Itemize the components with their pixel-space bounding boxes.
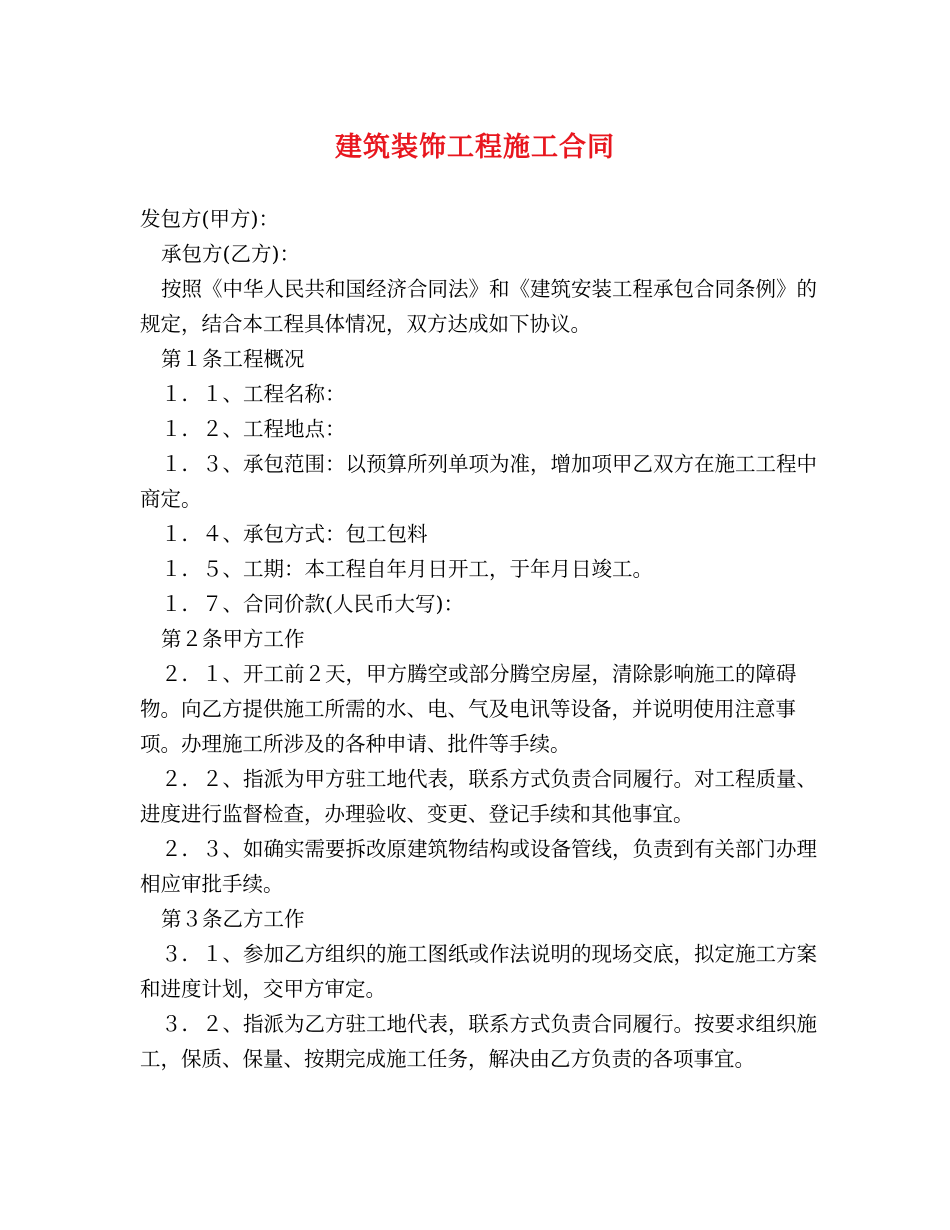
clause-3-2: ３．２、指派为乙方驻工地代表，联系方式负责合同履行。按要求组织施工，保质、保量、按期完成施工任务，解决由乙方负责的各项事宜。 [140, 1012, 817, 1071]
clause-1-1: １．１、工程名称： [161, 382, 346, 406]
clause-1-2: １．２、工程地点： [161, 417, 346, 441]
section-heading-3: 第３条乙方工作 [161, 907, 305, 931]
section-heading-2: 第２条甲方工作 [161, 627, 305, 651]
paragraph-party-b: 承包方(乙方)： [161, 242, 300, 266]
paragraph-preamble: 按照《中华人民共和国经济合同法》和《建筑安装工程承包合同条例》的规定，结合本工程具体情况，双方达成如下协议。 [140, 277, 817, 336]
clause-1-3: １．３、承包范围：以预算所列单项为准，增加项甲乙双方在施工工程中商定。 [140, 452, 817, 511]
clause-1-5: １．５、工期：本工程自年月日开工，于年月日竣工。 [161, 557, 653, 581]
clause-2-2: ２．２、指派为甲方驻工地代表，联系方式负责合同履行。对工程质量、进度进行监督检查，办理验收、变更、登记手续和其他事宜。 [140, 767, 817, 826]
clause-2-1: ２．１、开工前２天，甲方腾空或部分腾空房屋，清除影响施工的障碍物。向乙方提供施工所需的水、电、气及电讯等设备，并说明使用注意事项。办理施工所涉及的各种申请、批件等手续。 [140, 662, 797, 756]
clause-2-3: ２．３、如确实需要拆改原建筑物结构或设备管线，负责到有关部门办理相应审批手续。 [140, 837, 817, 896]
paragraph-party-a: 发包方(甲方)： [140, 207, 279, 231]
document-title: 建筑装饰工程施工合同 [335, 132, 615, 163]
clause-1-4: １．４、承包方式：包工包料 [161, 522, 428, 546]
document-body [140, 202, 830, 1077]
clause-1-7: １．７、合同价款(人民币大写)： [161, 592, 464, 616]
section-heading-1: 第１条工程概况 [161, 347, 305, 371]
clause-3-1: ３．１、参加乙方组织的施工图纸或作法说明的现场交底，拟定施工方案和进度计划，交甲方审定。 [140, 942, 817, 1001]
